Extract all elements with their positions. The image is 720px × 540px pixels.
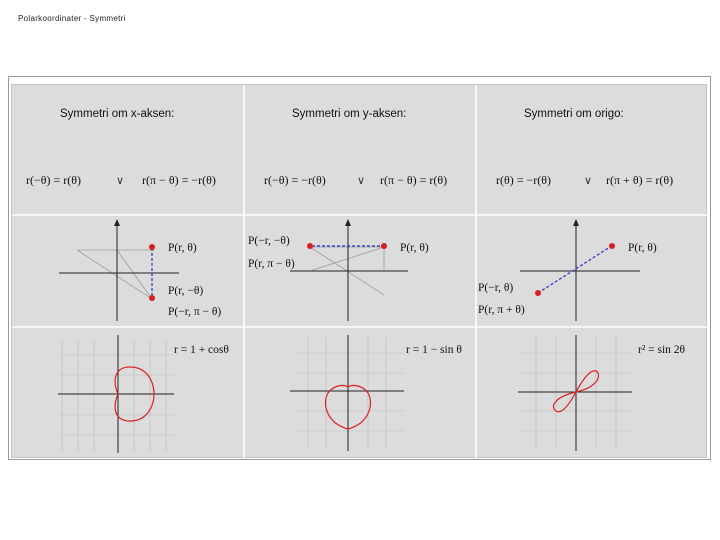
slide-title: Polarkoordinater - Symmetri (18, 14, 126, 23)
label-o1: P(r, θ) (628, 242, 657, 254)
symmetry-table (11, 84, 707, 458)
label-o3: P(r, π + θ) (478, 304, 525, 316)
point-p-r-minus-theta (149, 295, 155, 301)
plot-cardioid (58, 335, 174, 453)
or-symbol: ∨ (584, 175, 593, 187)
condition-left-origin: r(θ) = −r(θ) (496, 173, 552, 187)
equation-lemniscate: r² = sin 2θ (638, 344, 686, 356)
point-p-minus-r-o (535, 290, 541, 296)
heading-origin: Symmetri om origo: (524, 108, 624, 120)
or-symbol: ∨ (116, 175, 125, 187)
condition-left-y: r(−θ) = −r(θ) (264, 173, 326, 187)
label-p2: P(r, −θ) (168, 285, 204, 297)
condition-left-x: r(−θ) = r(θ) (26, 173, 82, 187)
point-p-r-theta-o (609, 243, 615, 249)
label-q1: P(−r, −θ) (248, 235, 290, 247)
condition-right-y: r(π − θ) = r(θ) (380, 173, 448, 187)
plot-limacon (290, 335, 404, 451)
label-q2: P(r, π − θ) (248, 258, 295, 270)
diagram-origin (520, 219, 640, 321)
plot-lemniscate (518, 335, 632, 451)
label-p1: P(r, θ) (168, 242, 197, 254)
point-p-r-theta-y (381, 243, 387, 249)
equation-cardioid: r = 1 + cosθ (174, 344, 229, 356)
diagram-x-axis (59, 219, 179, 321)
label-o2: P(−r, θ) (478, 282, 514, 294)
label-q3: P(r, θ) (400, 242, 429, 254)
or-symbol: ∨ (357, 175, 366, 187)
heading-x-axis: Symmetri om x-aksen: (60, 108, 175, 120)
point-p-minus-r (307, 243, 313, 249)
point-p-r-theta (149, 244, 155, 250)
heading-y-axis: Symmetri om y-aksen: (292, 108, 407, 120)
label-p3: P(−r, π − θ) (168, 306, 222, 318)
condition-right-x: r(π − θ) = −r(θ) (142, 173, 216, 187)
condition-right-origin: r(π + θ) = r(θ) (606, 173, 674, 187)
diagram-y-axis (290, 219, 408, 321)
equation-limacon: r = 1 − sin θ (406, 344, 462, 356)
